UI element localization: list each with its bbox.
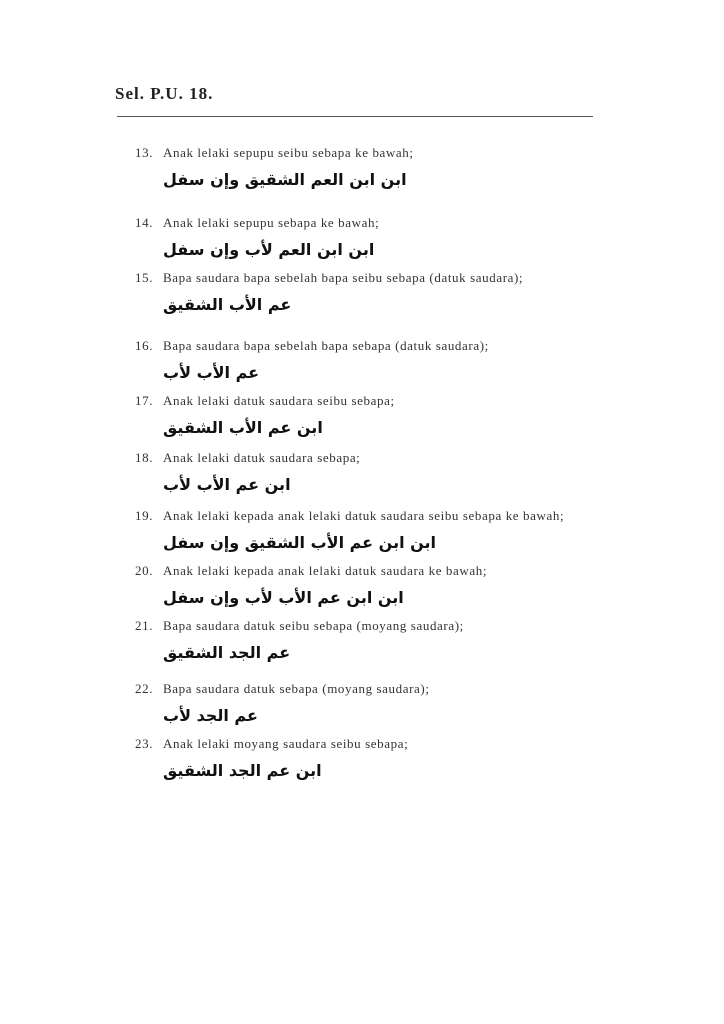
item-text: Anak lelaki sepupu sebapa ke bawah; (163, 215, 380, 230)
page-header: Sel. P.U. 18. (115, 84, 214, 103)
item-text: Anak lelaki datuk saudara sebapa; (163, 450, 361, 465)
item-number: 16. (135, 338, 154, 353)
list-item (135, 270, 595, 316)
item-arabic-text: ابن ابن عم الأب الشقيق وإن سفل (163, 533, 437, 552)
item-arabic-text: عم الجد الشقيق (163, 643, 291, 662)
item-number: 23. (135, 736, 154, 751)
list-item (135, 618, 595, 664)
item-number: 15. (135, 270, 154, 285)
item-number: 18. (135, 450, 154, 465)
item-number: 14. (135, 215, 154, 230)
item-text: Anak lelaki datuk saudara seibu sebapa; (163, 393, 395, 408)
item-number: 21. (135, 618, 154, 633)
item-text: Anak lelaki moyang saudara seibu sebapa; (163, 736, 409, 751)
list-item (135, 215, 595, 261)
item-text: Anak lelaki kepada anak lelaki datuk saudara ke bawah; (163, 563, 488, 578)
list-item (135, 450, 595, 496)
list-item (135, 145, 595, 191)
item-text: Anak lelaki sepupu seibu sebapa ke bawah; (163, 145, 414, 160)
item-arabic-text: عم الجد لأب (163, 706, 258, 725)
list-item (135, 508, 595, 554)
item-number: 20. (135, 563, 154, 578)
item-text: Bapa saudara datuk seibu sebapa (moyang saudara); (163, 618, 464, 633)
item-text: Anak lelaki kepada anak lelaki datuk saudara seibu sebapa ke bawah; (163, 508, 565, 523)
item-text: Bapa saudara datuk sebapa (moyang saudara); (163, 681, 430, 696)
list-item (135, 338, 595, 384)
item-arabic-text: ابن ابن العم الشقيق وإن سفل (163, 170, 407, 189)
item-text: Bapa saudara bapa sebelah bapa sebapa (datuk saudara); (163, 338, 489, 353)
item-arabic-text: ابن عم الأب الشقيق (163, 418, 323, 437)
item-number: 19. (135, 508, 154, 523)
list-item (135, 393, 595, 439)
item-number: 17. (135, 393, 154, 408)
list-item (135, 681, 595, 727)
header-divider (117, 116, 593, 117)
item-arabic-text: عم الأب الشقيق (163, 295, 292, 314)
item-arabic-text: ابن ابن العم لأب وإن سفل (163, 240, 375, 259)
item-number: 22. (135, 681, 154, 696)
item-text: Bapa saudara bapa sebelah bapa seibu sebapa (datuk saudara); (163, 270, 524, 285)
item-arabic-text: ابن عم الجد الشقيق (163, 761, 322, 780)
list-item (135, 736, 595, 782)
item-arabic-text: ابن ابن عم الأب لأب وإن سفل (163, 588, 404, 607)
item-arabic-text: عم الأب لأب (163, 363, 260, 382)
item-arabic-text: ابن عم الأب لأب (163, 475, 291, 494)
list-item (135, 563, 595, 609)
item-number: 13. (135, 145, 154, 160)
